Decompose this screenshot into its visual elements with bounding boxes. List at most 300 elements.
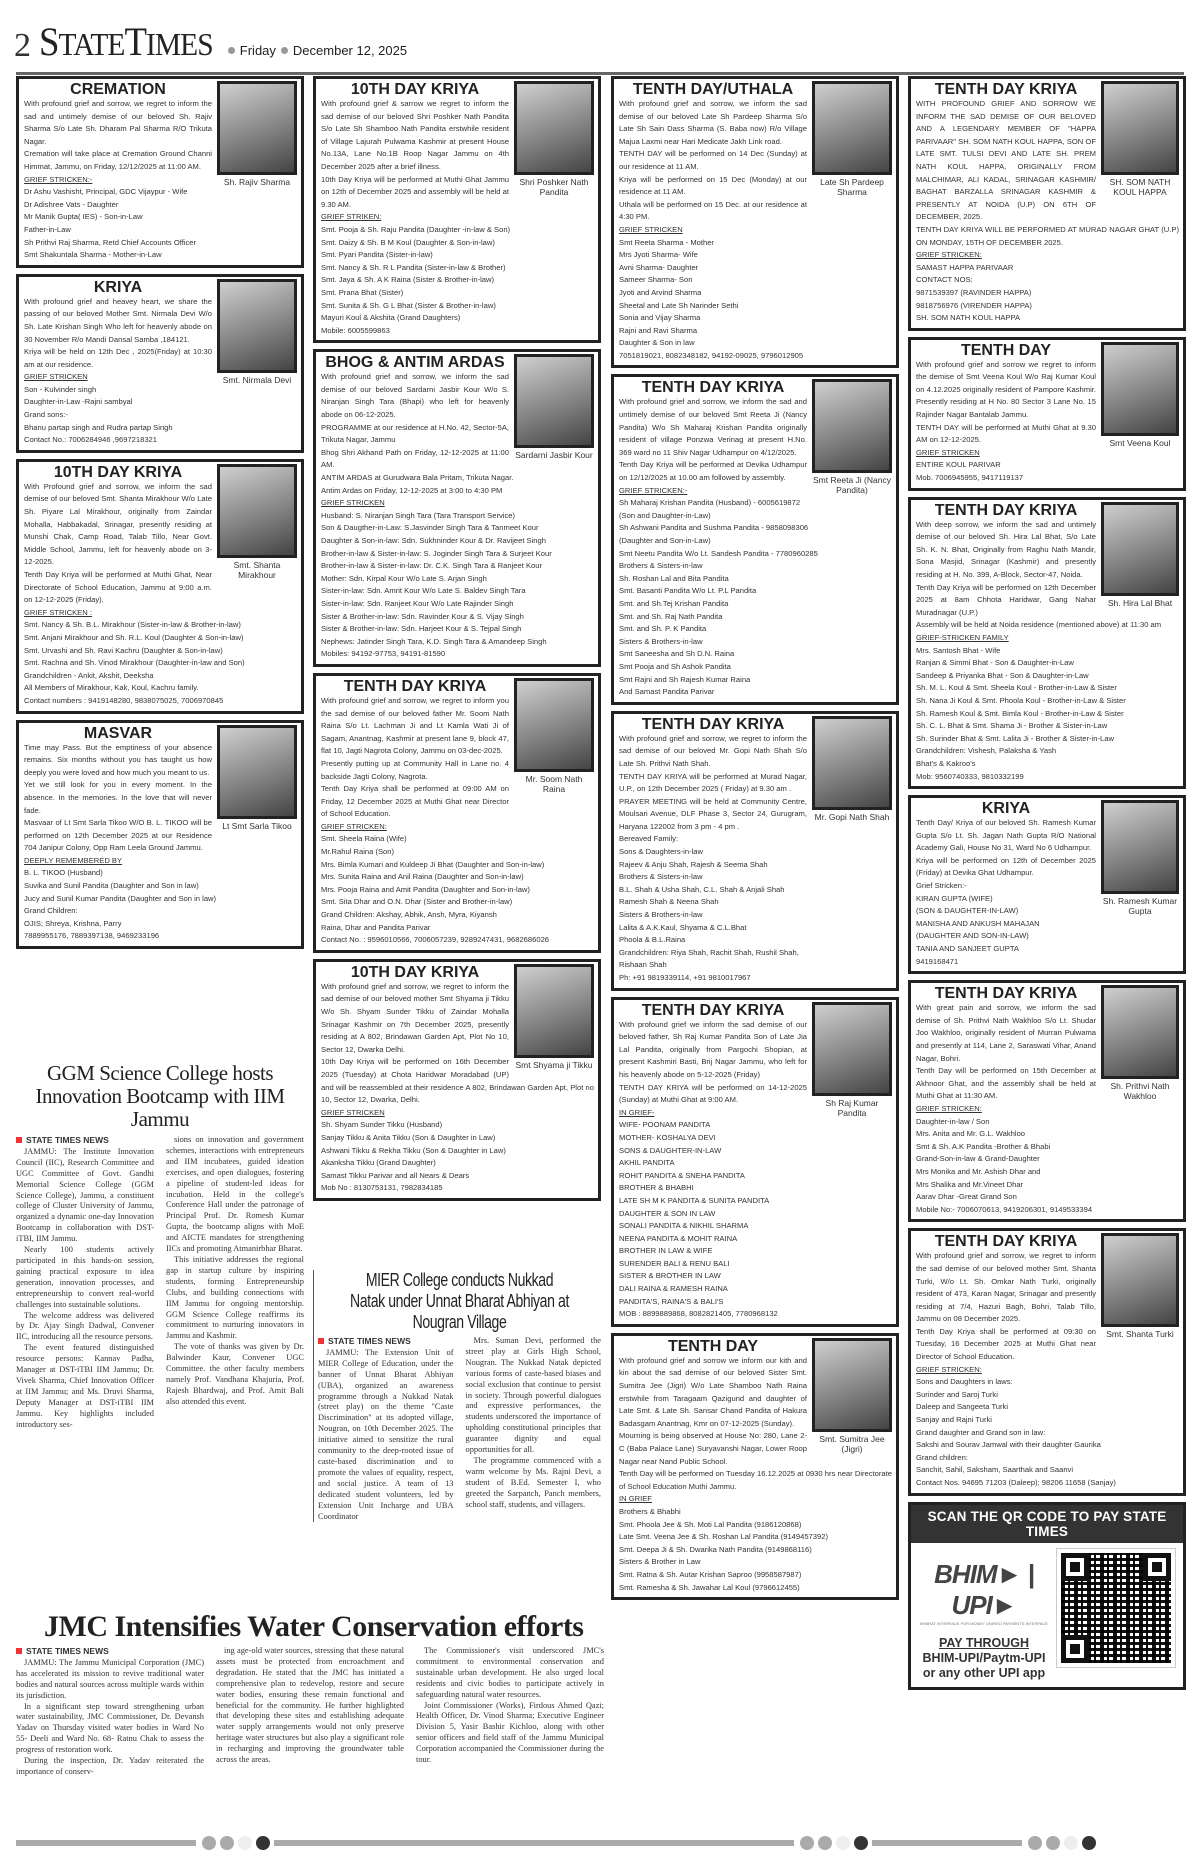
notice-body: Cremation will take place at Cremation Ground Channi Himmat, Jammu, on Friday, 12/12/2025 at 11:00 AM. xyxy=(24,149,212,171)
mourner-line: Grandchildren: Vishesh, Palaksha & Yash xyxy=(916,746,1057,756)
mourner-line: Daughter & Son in law xyxy=(619,338,695,348)
mourner-line: MOTHER- KOSHALYA DEVI xyxy=(619,1132,716,1142)
notice-title: KRIYA xyxy=(981,800,1031,818)
mourner-line: Grand daughter and Grand son in law: xyxy=(916,1427,1046,1437)
notice-title: BHOG & ANTIM ARDAS xyxy=(325,354,505,372)
logo-subtext: BHARAT INTERFACE FOR MONEY UNIFIED PAYMENTS INTERFACE xyxy=(920,1620,1048,1626)
notice-body: With profound grief and sorrow, we regret to inform you the sad demise of our beloved father Mr. Soom Nath Raina S/o Lt. Lachman Ji and Lt Kamla Wati Ji of Sagam, Anantnag, Kashmir at present lane 9, block 47, flat 10, Jagti Nagrota Colony, Jammu on 03-dec-2025. xyxy=(321,695,509,756)
notice-body: With profound grief and sorrow, we regret to inform the sad demise of our beloved mother Smt. Shanta Turki, W/o Lt. Sh. Omkar Nath Turki, originally resident of 473, Karan Nagar, Srinagar and presently residing at 7/4, Hazuri Bagh, Bohri, Talab Tillo, Jammu on 08 December 2025. xyxy=(916,1251,1096,1324)
notice-body: Tenth Day will be performed on 15th December at Akhnoor Ghat, and the assembly shall be held at Muthi Ghat at 11:30 AM. xyxy=(916,1066,1096,1101)
notice-title: TENTH DAY KRIYA xyxy=(934,985,1078,1003)
mourner-line: (Daughter and Son-in-Law) xyxy=(619,536,711,545)
portrait-caption: Smt Veena Koul xyxy=(1109,437,1171,448)
mourner-line: (Son and Daughter-in-Law) xyxy=(619,510,711,520)
mourner-line: Sanjay and Rajni Turki xyxy=(916,1415,992,1425)
obituary-notice xyxy=(908,497,1186,789)
notice-body: Presently putting up at Community Hall in Lane no. 4 backside Jagti Colony, Nagrota. xyxy=(321,758,509,781)
portrait-photo xyxy=(812,716,892,810)
mourner-line: B. L. TIKOO (Husband) xyxy=(24,868,103,878)
byline-text: STATE TIMES NEWS xyxy=(26,1135,109,1145)
article-paragraph: JAMMU: The Institute Innovation Council (IIC), Research Committee and UGC Committee of Govt. Gandhi Memorial Science College (GGM Science College), Jammu, a constituent college of Cluster University of Jammu, organized a dynamic one-day Innovation Bootcamp in collaboration with DST-iTBI, IIM Jammu. xyxy=(16,1146,154,1244)
notice-body: Bhog Shri Akhand Path on Friday, 12-12-2025 at 11:00 AM. xyxy=(321,447,509,470)
mourner-line: Ashwani Tikku & Rekha Tikku (Son & Daughter in Law) xyxy=(321,1145,506,1155)
portrait-photo xyxy=(217,81,297,175)
mourner-line: Raina, Dhar and Pandita Parivar xyxy=(321,922,431,932)
footer-dot xyxy=(818,1836,832,1850)
notice-title: TENTH DAY xyxy=(667,1337,759,1355)
mourner-line: Mobile No:- 7006070613, 9419206301, 9149533394 xyxy=(916,1204,1093,1214)
mourner-line: All Members of Mirakhour, Kak, Koul, Kachru family. xyxy=(24,683,199,693)
article-paragraph: In a significant step toward strengthening urban water sustainability, JMC Commissioner, Dr. Devansh Yadav on Thursday visited water bodies in Ward No 55- Deeli and Ward No. 68- Ratnu Chak to assess the progress of restoration work. xyxy=(16,1701,204,1755)
mourner-line: Mr.Rahul Raina (Son) xyxy=(321,847,395,857)
mourner-line: Grand children: xyxy=(916,1452,968,1462)
footer-bar xyxy=(16,1840,196,1846)
mourner-line: Mrs Monika and Mr. Ashish Dhar and xyxy=(916,1166,1041,1176)
article-paragraph: Joint Commissioner (Works), Firdous Ahmed Qazi; Health Officer, Dr. Vinod Sharma; Executive Engineer Division 5, Yasir Bashir Kichloo, along with other senior officers and field staff of the Jammu Municipal Corporation accompanied the Commissioner during the tour. xyxy=(416,1700,604,1765)
mourner-line: Smt. Phoola Jee & Sh. Moti Lal Pandita (9186120868) xyxy=(619,1519,802,1529)
portrait xyxy=(514,678,594,794)
obituary-notice xyxy=(908,76,1186,331)
mourner-line: Daughter-in-Law -Rajni sambyal xyxy=(24,397,133,407)
mourner-line: Sisters & Brothers-in-law xyxy=(619,910,703,920)
obituary-notice xyxy=(611,1333,899,1600)
bhim-upi-logo: BHIM► | UPI► xyxy=(934,1558,1034,1620)
notice-title: 10TH DAY KRIYA xyxy=(53,463,183,481)
portrait xyxy=(514,81,594,197)
portrait xyxy=(1101,1233,1179,1339)
masthead-rule xyxy=(16,72,1184,75)
mourner-line: Grand-Son-in-law & Grand-Daughter xyxy=(916,1154,1040,1164)
notice-body: Tenth Day will be performed on Tuesday 16.12.2025 at 0930 hrs near Directorate of School Education Muthi Jammu. xyxy=(619,1469,892,1491)
obituary-notice xyxy=(908,1228,1186,1495)
article-headline: GGM Science College hosts Innovation Bootcamp with IIM Jammu xyxy=(35,1061,285,1131)
mourner-line: 7889955176, 7889397138, 9469233196 xyxy=(24,931,160,941)
mourner-line: Sameer Sharma- Son xyxy=(619,275,693,285)
mourner-line: Mother: Sdn. Kirpal Kour W/o Late S. Arjan Singh xyxy=(321,573,487,583)
mourner-line: Smt & Sh. A.K Pandita -Brother & Bhabi xyxy=(916,1141,1051,1151)
mourner-line: Suvika and Sunil Pandita (Daughter and Son in law) xyxy=(24,881,199,891)
portrait-photo xyxy=(217,464,297,558)
obituary-notice xyxy=(611,711,899,991)
mourner-line: 9818756976 (VIRENDER HAPPA) xyxy=(916,300,1032,310)
grief-stricken-heading: GRIEF STRIKEN: xyxy=(321,212,382,222)
qr-code[interactable] xyxy=(1057,1549,1175,1667)
mourner-line: Sanjay Tikku & Anita Tikku (Son & Daughter in Law) xyxy=(321,1132,496,1142)
portrait xyxy=(217,81,297,187)
mourner-line: Avni Sharma- Daughter xyxy=(619,262,699,272)
mourner-line: Rishaan Shah xyxy=(619,960,667,970)
notice-body: TENTH DAY will be performed on 14 Dec (Sunday) at our residence at 11 AM. xyxy=(619,149,807,171)
mourner-line: SURENDER BALI & RENU BALI xyxy=(619,1258,730,1268)
article-headline: JMC Intensifies Water Conservation efforts xyxy=(44,1610,584,1643)
portrait-caption: Late Sh Pardeep Sharma xyxy=(820,177,884,197)
footer-dot xyxy=(854,1836,868,1850)
byline xyxy=(16,1646,204,1657)
mourner-line: Daleep and Sangeeta Turki xyxy=(916,1402,1009,1412)
mourner-line: Sh Maharaj Krishan Pandita (Husband) - 6005619872 xyxy=(619,498,801,508)
obituary-notice xyxy=(908,980,1186,1222)
portrait-photo xyxy=(812,1002,892,1096)
article-headline: MIER College conducts Nukkad Natak under Unnat Bharat Abhiyan at Nougran Village xyxy=(350,1270,569,1332)
mourner-line: Ranjan & Simmi Bhat - Son & Daughter-in-Law xyxy=(916,658,1074,668)
footer-bar xyxy=(872,1840,1022,1846)
mourner-line: Mob No : 8130753131, 7982834185 xyxy=(321,1183,443,1193)
notice-title: TENTH DAY/UTHALA xyxy=(632,81,794,98)
mourner-line: DAUGHTER & SON IN LAW xyxy=(619,1208,716,1218)
mourner-line: Sons and Daughters in laws: xyxy=(916,1377,1013,1387)
mourner-line: Brothers & Sisters-in-law xyxy=(619,561,703,571)
column-1 xyxy=(16,76,304,955)
portrait-photo xyxy=(1101,502,1179,596)
mourner-line: And Samast Pandita Parivar xyxy=(619,687,715,697)
mourner-line: SAMAST HAPPA PARIVAAR xyxy=(916,262,1014,272)
mourner-line: Contact Nos. 94695 71203 (Daleep); 98206 11658 (Sanjay) xyxy=(916,1478,1116,1487)
mourner-line: Smt. Pyari Pandita (Sister-in-law) xyxy=(321,250,433,260)
portrait-photo xyxy=(514,354,594,448)
mourner-line: Brothers & Bhabhi xyxy=(619,1506,681,1516)
footer-dot xyxy=(238,1836,252,1850)
mourner-line: TANIA AND SANJEET GUPTA xyxy=(916,944,1019,954)
portrait xyxy=(1101,502,1179,608)
notice-title: TENTH DAY KRIYA xyxy=(641,715,785,733)
notice-title: TENTH DAY KRIYA xyxy=(641,1001,785,1019)
mourner-line: Mrs. Pooja Raina and Amit Pandita (Daughter and Son-in-law) xyxy=(321,884,530,894)
portrait-caption: SH. SOM NATH KOUL HAPPA xyxy=(1109,177,1171,197)
mourner-line: Sh. Shyam Sunder Tikku (Husband) xyxy=(321,1120,443,1130)
portrait-photo xyxy=(217,725,297,819)
mourner-line: Smt. Basanti Pandita W/o Lt. P.L Pandita xyxy=(619,586,757,596)
mourner-line: Mobile: 6005599863 xyxy=(321,325,390,335)
footer-dot xyxy=(1046,1836,1060,1850)
mourner-line: (DAUGHTER AND SON-IN-LAW) xyxy=(916,931,1029,941)
notice-body: Kriya will be performed on 15 Dec (Monday) at our residence at 11 AM. xyxy=(619,174,807,197)
mourner-line: Rajeev & Anju Shah, Rajesh & Seema Shah xyxy=(619,859,768,869)
mourner-line: Mrs. Bimla Kumari and Kuldeep Ji Bhat (Daughter and Son-in-law) xyxy=(321,859,545,869)
mourner-line: Sons & Daughters-in-law xyxy=(619,847,703,857)
mourner-line: Sheetal and Late Sh Narinder Sethi xyxy=(619,300,739,310)
notice-body: With great pain and sorrow, we inform the sad demise of Sh. Prithvi Nath Wakhloo S/o Lt. Shudar Joo Wakhloo, originally resident of Murran Pulwama and presently at 114, Lane 2, Saraswati Vihar, Anand Nagar, Bohri. xyxy=(916,1003,1096,1063)
footer-dot xyxy=(1028,1836,1042,1850)
mourner-line: Grand Children: xyxy=(24,906,78,916)
portrait-photo xyxy=(1101,81,1179,175)
portrait-caption: Sh Raj Kumar Pandita xyxy=(825,1097,879,1118)
article-paragraph: The programme commenced with a warm welcome by Ms. Rajni Devi, a student of B.Ed. Semester I, who greeted the Sarpanch, Panch members, school staff, students, and villagers. xyxy=(465,1455,601,1509)
mourner-line: Sandeep & Priyanka Bhat - Son & Daughter-in-Law xyxy=(916,670,1089,680)
bhim-logo-text: BHIM xyxy=(934,1558,997,1589)
mourner-line: B.L. Shah & Usha Shah, C.L. Shah & Anjali Shah xyxy=(619,884,785,894)
notice-body: With profound grief and sorrow we inform our kith and kin about the sad demise of our beloved Sister Smt. Sumitra Jee (Jigri) W/o Late Shamboo Nath Raina erstwhile from Taragaam Qazigund and daughter of Late Smt. & Late Sh. Sansar Chand Pandita of Hakura Badasgam Anantnag, Kmr on 07-12-2025 (Sunday). xyxy=(619,1355,807,1428)
obituary-notice xyxy=(908,795,1186,974)
portrait-caption: Smt. Nirmala Devi xyxy=(222,374,292,385)
portrait-caption: Mr. Gopi Nath Shah xyxy=(814,811,890,822)
portrait-caption: Sh. Rajiv Sharma xyxy=(223,177,291,187)
qr-ad-header: SCAN THE QR CODE TO PAY STATE TIMES xyxy=(911,1505,1183,1543)
mourner-line: Smt. and Sh. P. K Pandita xyxy=(619,624,707,634)
mourner-line: Smt Reeta Sharma - Mother xyxy=(619,237,714,247)
footer-dot xyxy=(800,1836,814,1850)
grief-stricken-heading: GRIEF STRICKEN:- xyxy=(619,485,688,495)
article-paragraph: The event featured distinguished resource persons: Kannav Padha, Manager at DST-iTBI IIM Jammu; Dr. Vivek Sharma, Chief Innovation Officer at IIM Jammu; and Ms. Druvi Sharma, Deputy Manager at DST-iTBI IIM Jammu. Key highlights included introductory ses- xyxy=(16,1343,154,1429)
byline xyxy=(318,1336,454,1347)
portrait-photo xyxy=(514,81,594,175)
mourner-line: 9419168471 xyxy=(916,956,959,966)
mourner-line: Husband: S. Niranjan Singh Tara (Tara Transport Service) xyxy=(321,510,516,520)
notice-body: Tenth Day/ Kriya of our beloved Sh. Ramesh Kumar Gupta S/o Lt. Sh. Jagan Nath Gupta R/O National Academy Gali, House No 31, Ward No 6 Udhampur. xyxy=(916,818,1096,853)
grief-stricken-heading: IN GRIEF- xyxy=(619,1107,655,1117)
mourner-line: Nephews: Jatinder Singh Tara, K.D. Singh Tara & Amandeep Singh xyxy=(321,636,547,646)
notice-body: Kriya will be held on 12th Dec , 2025(Friday) at 10:30 am at our residence. xyxy=(24,347,212,369)
notice-title: TENTH DAY KRIYA xyxy=(934,81,1078,98)
mourner-line: Sh. C. L. Bhat & Smt. Shama Ji - Brother & Sister-in-Law xyxy=(916,721,1108,731)
mourner-line: Sister-in-law: Sdn. Amrit Kour W/o Late S. Baldev Singh Tara xyxy=(321,586,526,596)
qr-payment-ad xyxy=(908,1502,1186,1690)
portrait xyxy=(1101,800,1179,916)
byline-text: STATE TIMES NEWS xyxy=(26,1646,109,1656)
mourner-line: Lalita & A.K.Kaul, Shyama & C.L.Bhat xyxy=(619,922,747,932)
notice-body: TENTH DAY KRIYA WILL BE PERFORMED AT MURAD NAGAR GHAT (U.P) ON MONDAY, 15TH OF DECEMBER 2025. xyxy=(916,224,1179,247)
mourner-line: Grandchildren - Ankit, Akshit, Deeksha xyxy=(24,670,154,680)
footer-dot xyxy=(220,1836,234,1850)
notice-body: Masvaar of Lt Smt Sarla Tikoo W/O B. L. TIKOO will be performed on 12th December 2025 at our Residence 704 Janipur Colony, Opp Ram Leela Ground Jammu. xyxy=(24,818,212,853)
article-paragraph: ing age-old water sources, stressing that these natural assets must be protected from encroachment and degradation. He stated that the JMC has initiated a comprehensive plan to redevelop, restore and secure water bodies, ensuring these remain functional and beneficial for the community. He further highlighted that developing these sites and establishing adequate water supply arrangements would not only preserve heritage water structures but also play a significant role in recharging and improving the groundwater table across the areas. xyxy=(216,1646,404,1765)
mourner-line: Son - Kulvinder singh xyxy=(24,384,97,394)
mourner-line: Sh Prithvi Raj Sharma, Retd Chief Accounts Officer xyxy=(24,237,197,247)
portrait xyxy=(812,716,892,822)
portrait xyxy=(812,81,892,197)
notice-body: With profound grief and sorrow, we inform the sad and untimely demise of our beloved Smt Reeta Ji (Nancy Pandita) W/o Sh Maharaj Krishan Pandita originally resident of village Ponzwa Verinag at present H.No. 369 ward no 11 Shiv Nagar Udhampur on 4/12/2025. xyxy=(619,397,807,457)
notice-body: TENTH DAY KRIYA will be performed on 14-12-2025 (Sunday) at Muthi Ghat at 9:00 AM. xyxy=(619,1082,807,1105)
byline xyxy=(16,1135,154,1146)
mourner-line: Smt. Nancy & Sh. R L Pandita (Sister-in-law & Brother) xyxy=(321,262,506,272)
obituary-notice xyxy=(16,76,304,268)
mourner-line: Jucy and Sunil Kumar Pandita (Daughter and Son in law) xyxy=(24,893,217,903)
portrait xyxy=(1101,985,1179,1101)
dateline xyxy=(228,43,407,64)
mourner-line: Smt. Pooja & Sh. Raju Pandita (Daughter -in-law & Son) xyxy=(321,224,511,234)
mourner-line: Sh. Surinder Bhat & Smt. Lalita Ji - Brother & Sister-in-Law xyxy=(916,733,1114,743)
red-square-icon xyxy=(16,1648,22,1654)
footer-dot xyxy=(202,1836,216,1850)
article-paragraph: sions on innovation and government schemes, interactions with entrepreneurs and IIM incubatees, guided ideation exercises, and open dialogues, fostering a pipeline of student-led ideas for incubation. Held in the college's Conference Hall under the patronage of Principal Prof. Dr. Romesh Kumar Gupta, the bootcamp aligns with MoE and AICTE mandates for strengthening IICs and promoting Atmanirbhar Bharat. xyxy=(166,1135,304,1254)
mourner-line: (SON & DAUGHTER-IN-LAW) xyxy=(916,906,1019,916)
article-paragraph: Mrs. Suman Devi, performed the street play at Girls High School, Nougran. The Nukkad Natak depicted various forms of caste-based biases and social exclusion that continue to persist in society. Through powerful dialogues and expressive performances, the students underscored the importance of upholding constitutional principles that guarantee dignity and equal opportunities for all. xyxy=(465,1336,601,1455)
portrait-caption: Smt. Shanta Mirakhour xyxy=(233,559,281,580)
notice-title: 10TH DAY KRIYA xyxy=(350,963,480,981)
portrait xyxy=(812,379,892,495)
mourner-line: Dr Ashu Vashisht, Principal, GDC Vijaypur - Wife xyxy=(24,187,188,197)
mourner-line: Late Smt. Veena Jee & Sh. Roshan Lal Pandita (9149457392) xyxy=(619,1532,828,1542)
logo-part: TATE xyxy=(58,26,125,62)
logo-letter: T xyxy=(124,19,147,64)
mourner-line: Smt Neetu Pandita W/o Lt. Sandesh Pandita - 7780960285 xyxy=(619,548,818,558)
notice-body: With profound grief and sorrow, we regret to inform the sad and untimely demise of our beloved Sh. Rajiv Sharma S/o Late Sh. Dharam Pal Sharma R/O Trikuta Nagar. xyxy=(24,99,212,146)
mourner-line: Sh. M. L. Koul & Smt. Sheela Koul - Brother-in-Law & Sister xyxy=(916,683,1117,693)
portrait-photo xyxy=(1101,985,1179,1079)
mourner-line: Sister-in-law: Sdn. Ranjeet Kour W/o Late Rajinder Singh xyxy=(321,598,514,608)
mourner-line: KIRAN GUPTA (WIFE) xyxy=(916,893,993,903)
mourner-line: Smt. Sheela Raina (Wife) xyxy=(321,834,407,844)
portrait xyxy=(514,354,594,460)
grief-stricken-heading: DEEPLY REMEMBERED BY xyxy=(24,855,123,865)
portrait-photo xyxy=(217,279,297,373)
mourner-line: Father-in-Law xyxy=(24,224,71,234)
footer-dot xyxy=(256,1836,270,1850)
grief-stricken-heading: GRIEF STRICKEN xyxy=(916,447,980,457)
portrait-photo xyxy=(514,678,594,772)
logo-letter: S xyxy=(39,19,59,64)
portrait-caption: Sh. Ramesh Kumar Gupta xyxy=(1102,896,1178,917)
obituary-notice xyxy=(16,459,304,714)
mourner-line: BROTHER & BHABHI xyxy=(619,1183,694,1193)
mourner-line: Samast Tikku Parivar and all Nears & Dears xyxy=(321,1170,470,1180)
notice-body: With profound grief and sorrow, we regret to inform the sad demise of our beloved Mr. Gopi Nath Shah S/o Late Sh. Prithvi Nath Shah. xyxy=(619,733,807,768)
mourner-line: Dr Adishree Vats - Daughter xyxy=(24,199,119,209)
portrait-photo xyxy=(1101,342,1179,436)
notice-body: TENTH DAY will be performed at Muthi Ghat at 9.30 AM on 12-12-2025. xyxy=(916,422,1096,445)
mourner-line: Smt. Sita Dhar and O.N. Dhar (Sister and Brother-in-law) xyxy=(321,897,513,907)
notice-title: TENTH DAY KRIYA xyxy=(641,379,785,397)
portrait-caption: Mr. Soom Nath Raina xyxy=(525,773,583,794)
footer-bar xyxy=(274,1840,794,1846)
portrait xyxy=(812,1338,892,1454)
portrait-caption: Sh. Prithvi Nath Wakhloo xyxy=(1110,1081,1170,1102)
notice-title: TENTH DAY KRIYA xyxy=(934,1233,1078,1251)
mourner-line: Grand sons:- xyxy=(24,410,68,420)
grief-stricken-heading: GRIEF-STRICKEN FAMILY xyxy=(916,632,1009,642)
notice-body: Assembly will be held at Noida residence (mentioned above) at 11:30 am xyxy=(916,620,1162,630)
notice-body: Uthala will be performed on 15 Dec. at our residence at 4:30 PM. xyxy=(619,199,807,222)
mourner-line: Sister & Brother-in-law: Sdn. Ravinder Kour & S. Vijay Singh xyxy=(321,611,524,621)
grief-stricken-heading: GRIEF STRICKEN:- xyxy=(24,174,93,184)
mourner-line: Smt. Jaya & Sh. A K Raina (Sister & Brother-in-law) xyxy=(321,275,495,285)
mourner-line: Grandchildren: Riya Shah, Rachit Shah, Rushil Shah, xyxy=(619,947,799,957)
qr-finder xyxy=(1143,1553,1171,1581)
mourner-line: SH. SOM NATH KOUL HAPPA xyxy=(916,313,1021,323)
mourner-line: Sister & Brother-in-law: Sdn. Harjeet Kour & S. Tejpal Singh xyxy=(321,624,522,634)
portrait-caption: Smt Shyama ji Tikku xyxy=(515,1059,593,1070)
notice-body: ANTIM ARDAS at Gurudwara Bala Pritam, Trikuta Nagar. xyxy=(321,473,514,483)
portrait xyxy=(514,964,594,1070)
mourner-line: SISTER & BROTHER IN LAW xyxy=(619,1271,721,1281)
portrait-caption: Smt. Sumitra Jee (Jigri) xyxy=(819,1433,885,1454)
notice-body: PROGRAMME at our residence at H.No. 42, Sector-5A, Trikuta Nagar, Jammu xyxy=(321,422,509,445)
notice-body: With profound grief and heavey heart, we share the passing of our beloved Mother Smt. Nirmala Devi W/o Sh. Late Krishan Singh Who left for heavenly abode on 30 November R/o Mandi Dansal Samba ,184121. xyxy=(24,296,212,344)
obituary-notice xyxy=(611,76,899,368)
portrait xyxy=(217,279,297,385)
issue-day: Friday xyxy=(239,43,276,58)
mourner-line: Brothers & Sisters-in-law xyxy=(619,872,703,882)
newspaper-logo xyxy=(39,19,213,64)
portrait xyxy=(1101,81,1179,197)
portrait-caption: Lt Smt Sarla Tikoo xyxy=(222,820,292,831)
mourner-line: Mrs Jyoti Sharma- Wife xyxy=(619,250,698,260)
notice-body: PRAYER MEETING will be held at Community Centre, Moulsari Avenue, DLF Phase 3, Sector 24, Gurugram, Haryana 122002 from 3 pm - 4 pm . xyxy=(619,796,807,831)
grief-stricken-heading: GRIEF STRICKEN xyxy=(321,498,385,508)
mourner-line: Bereaved Family: xyxy=(619,834,679,844)
portrait xyxy=(1101,342,1179,448)
mourner-line: Sonia and Vijay Sharma xyxy=(619,313,701,323)
mourner-line: Smt. Sunita & Sh. G L Bhat (Sister & Brother-in-law) xyxy=(321,300,496,310)
mourner-line: Smt. Ratna & Sh. Autar Krishan Saproo (9958587987) xyxy=(619,1569,802,1579)
notice-body: Tenth Day Kriya will be performed at Muthi Ghat, Near Directorate of School Education, Jammu at 9:00 a.m. on 12-12-2025 (Friday). xyxy=(24,570,212,605)
notice-body: Tenth Day Kriya shall be performed at 09:30 on Tuesday, 16 December 2025 at Muthi Ghat near Director of School Education. xyxy=(916,1326,1096,1362)
mourner-line: Smt Pooja and Sh Ashok Pandita xyxy=(619,661,731,671)
mourner-line: Sakshi and Sourav Jamwal with their daughter Gaurika xyxy=(916,1440,1101,1450)
mourner-line: Aarav Dhar -Great Grand Son xyxy=(916,1192,1017,1202)
mourner-line: Sh Ashwani Pandita and Sushma Pandita - 9858098306 xyxy=(619,523,809,533)
mourner-line: Bhat's & Kakroo's xyxy=(916,758,976,768)
grief-stricken-heading: GRIEF STRICKEN xyxy=(619,224,683,234)
notice-body: With Profound grief and sorrow, we inform the sad demise of our beloved Smt. Shanta Mirakhour W/o Late Sh. Piyare Lal Mirakhour, originally from Zaindar Mohalla, Habbakadal, Srinagar, presently residing at Munshi Chak, Camp Road, Talab Tillo, Near Govt. Middle School, Jammu, left for heavenly abode on 3-12-2025. xyxy=(24,481,212,567)
portrait-caption: Smt Reeta Ji (Nancy Pandita) xyxy=(813,475,891,496)
obituary-notice xyxy=(908,337,1186,491)
obituary-notice xyxy=(611,374,899,704)
pay-line-1: PAY THROUGH xyxy=(938,1635,1030,1650)
masthead xyxy=(14,18,407,64)
mourner-line: Smt. Rachna and Sh. Vinod Mirakhour (Daughter-in-law and Son) xyxy=(24,658,245,668)
mourner-line: Grief Stricken:- xyxy=(916,881,967,891)
notice-body: With profound grief and sorrow, we inform the sad demise of our beloved Sardarni Jasbir Kour W/o S. Niranjan Singh Tara (Bhapi) who left for heavenly abode on 06-12-2025. xyxy=(321,372,509,420)
mourner-line: Smt. and Sh. Raj Nath Pandita xyxy=(619,611,723,621)
mourner-line: Brother-in-law & Sister-in-law: S. Joginder Singh Tara & Surjeet Kour xyxy=(321,548,552,558)
mourner-line: MANISHA AND ANKUSH MAHAJAN xyxy=(916,918,1040,928)
mourner-line: Contact No.: 7006284946 ,9697218321 xyxy=(24,435,158,445)
mourner-line: Smt Saneesha and Sh D.N. Raina xyxy=(619,649,735,659)
notice-body: TENTH DAY KRIYA will be performed at Murad Nagar, U.P., on 12th December 2025 ( Friday) at 9.30 am . xyxy=(619,771,807,794)
mourner-line: Daughter-in-law / Son xyxy=(916,1116,990,1126)
grief-stricken-heading: GRIEF STRICKEN: xyxy=(321,821,387,831)
notice-body: Mourning is being observed at House No: 280, Lane 2-C (Baba Palace Lane) Suryavanshi Nagar, Lower Roop Nagar near Nand Public School. xyxy=(619,1431,807,1466)
portrait-photo xyxy=(812,81,892,175)
portrait-photo xyxy=(812,379,892,473)
bullet-icon xyxy=(281,47,288,54)
grief-stricken-heading: GRIEF STRICKEN xyxy=(321,1107,385,1117)
notice-title: TENTH DAY xyxy=(960,341,1052,359)
portrait-photo xyxy=(514,964,594,1058)
notice-title: KRIYA xyxy=(93,278,143,296)
notice-title: 10TH DAY KRIYA xyxy=(350,81,480,98)
notice-body: Tenth Day Kriya will be performed on 12th December 2025 at 8am Chhota Haridwar, Gang Nahar Muradnagar (U.P.) xyxy=(916,582,1096,617)
mourner-line: ROHIT PANDITA & SNEHA PANDITA xyxy=(619,1170,745,1180)
mourner-line: Surinder and Saroj Turki xyxy=(916,1389,998,1399)
article-ggm xyxy=(16,1062,304,1430)
mourner-line: NEENA PANDITA & MOHIT RAINA xyxy=(619,1233,738,1243)
mourner-line: Contact No. : 9596010566, 7006057239, 9289247431, 9682686026 xyxy=(321,935,550,945)
portrait xyxy=(217,464,297,580)
notice-body: With profound grief and sorrow, we inform the sad demise of our beloved Late Sh Pardeep Sharma S/o Late Sh Sain Dass Sharma (S. Baba now) R/o Village Majua Laxmi near Hari Medicate Jakh Link road. xyxy=(619,99,807,146)
column-3 xyxy=(611,76,899,1606)
mourner-line: Sh. Ramesh Koul & Smt. Bimla Koul - Brother-in-Law & Sister xyxy=(916,708,1124,718)
mourner-line: Mrs. Anita and Mr. G.L. Wakhloo xyxy=(916,1129,1026,1139)
obituary-notice xyxy=(16,720,304,950)
mourner-line: Mayuri Koul & Akshita (Grand Daughters) xyxy=(321,313,461,323)
page-number: 2 xyxy=(14,27,31,64)
mourner-line: Smt Shakuntala Sharma - Mother-in-Law xyxy=(24,250,162,260)
grief-stricken-heading: GRIEF STRICKEN: xyxy=(916,1364,982,1374)
footer-dot xyxy=(836,1836,850,1850)
grief-stricken-heading: GRIEF STRICKEN: xyxy=(916,1103,982,1113)
obituary-notice xyxy=(313,673,601,953)
portrait-caption: Sh. Hira Lal Bhat xyxy=(1107,597,1173,608)
mourner-line: Ph: +91 9819339114, +91 9810017967 xyxy=(619,973,751,982)
notice-body: Time may Pass. But the emptiness of your absence remains. Six months without you has taught us how deeply you were loved and how much you meant to us. xyxy=(24,742,212,777)
article-paragraph: JAMMU: The Extension Unit of MIER College of Education, under the banner of Unnat Bharat Abhiyan (UBA), organized an awareness programme through a Nukkad Natak (street play) on the theme "Caste Discrimination" at its adopted village, Nougran, on 10th December 2025. The initiative aimed to sensitize the rural community to the deep-rooted issue of caste-based discrimination and to promote the values of equality, respect, and social justice. A team of 13 dedicated student volunteers, led by Extension Unit Incharge and UBA Coordinator xyxy=(318,1347,454,1521)
mourner-line: Daughter & Son-in-law: Sdn. Sukhninder Kour & Dr. Ravijeet Singh xyxy=(321,536,546,545)
article-paragraph: The welcome address was delivered by Dr. Ajay Singh Dadwal, Convener IIC, introducing all the resource persons. xyxy=(16,1310,154,1342)
upi-logo-text: UPI xyxy=(951,1589,992,1620)
mourner-line: Contact numbers : 9419148280, 9838075025, 7006970845 xyxy=(24,695,224,705)
mourner-line: AKHIL PANDITA xyxy=(619,1158,675,1168)
